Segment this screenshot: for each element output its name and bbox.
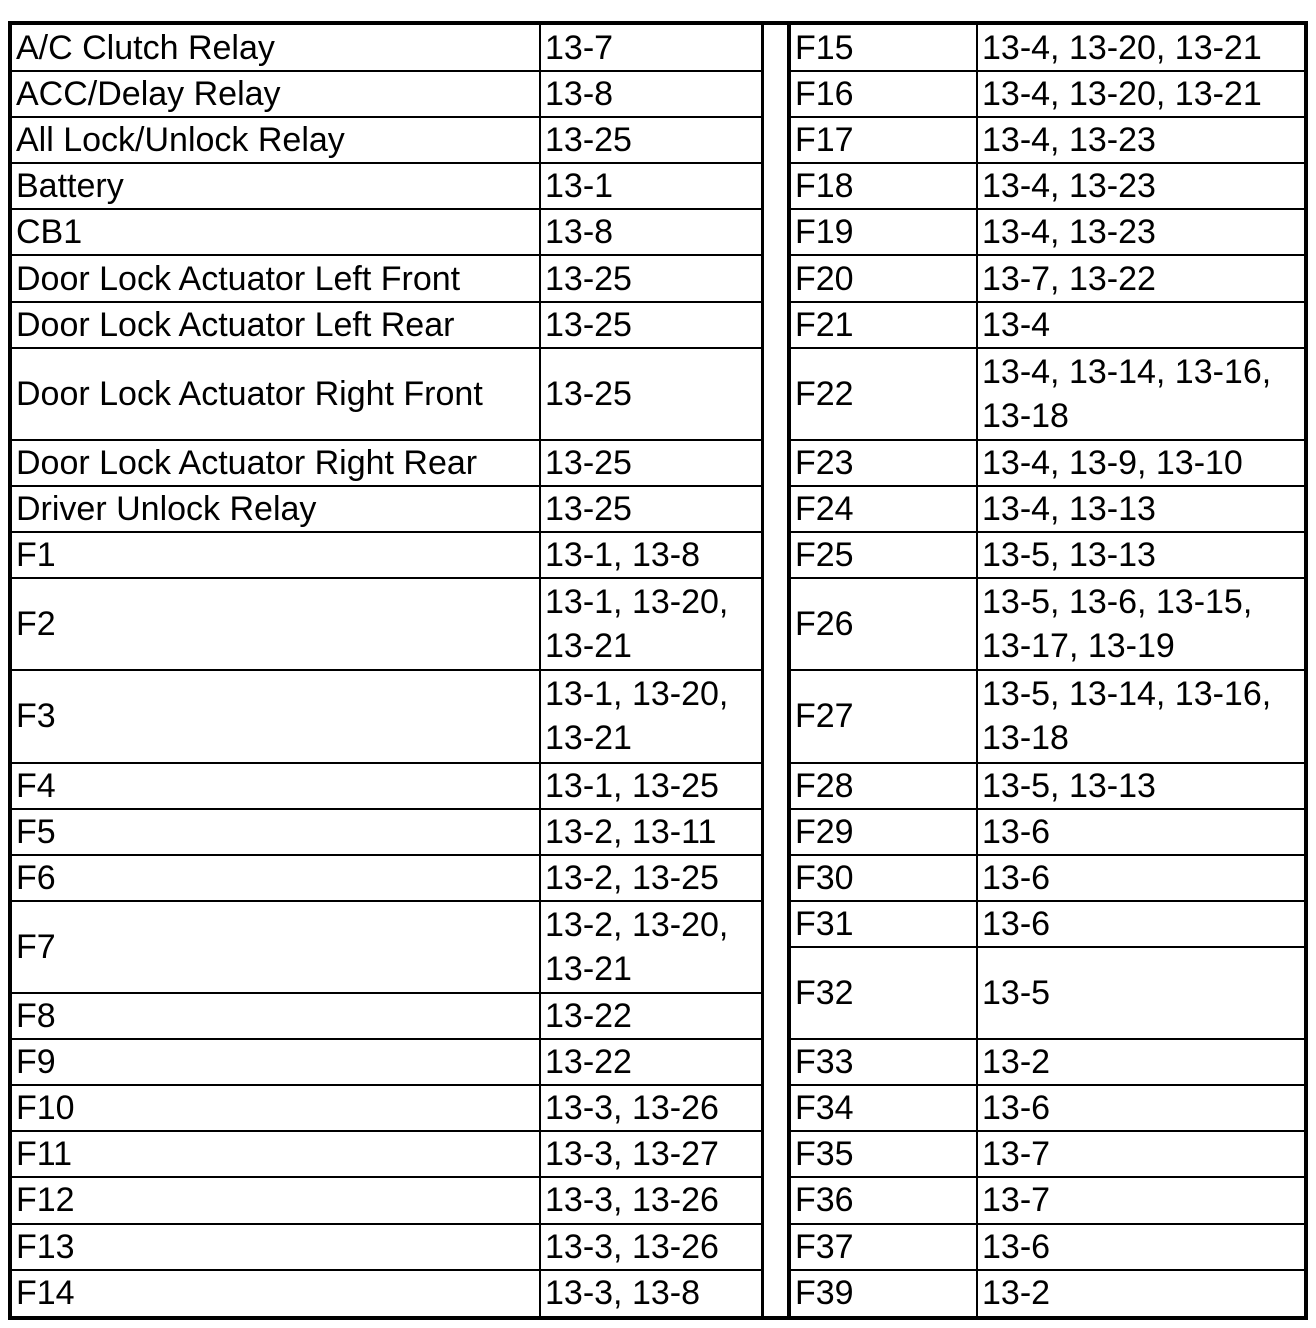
component-name-cell: F25 (790, 532, 977, 578)
component-name-cell: Door Lock Actuator Right Front (12, 348, 540, 440)
component-name-cell: F4 (12, 763, 540, 809)
page-reference-cell: 13-25 (540, 255, 762, 301)
table-row (790, 578, 1305, 670)
page-reference-cell: 13-25 (540, 302, 762, 348)
page-reference-cell: 13-6 (977, 855, 1305, 901)
page-reference-cell: 13-1, 13-20, 13-21 (540, 578, 762, 670)
page-reference-cell: 13-5 (977, 947, 1305, 1039)
component-name-cell: F7 (12, 901, 540, 993)
component-index-right-table (789, 25, 1305, 1316)
page-reference-cell: 13-4, 13-9, 13-10 (977, 440, 1305, 486)
page-reference-cell: 13-3, 13-26 (540, 1177, 762, 1223)
table-row (12, 809, 762, 855)
page-reference-cell: 13-1, 13-20, 13-21 (540, 670, 762, 762)
component-name-cell: CB1 (12, 209, 540, 255)
component-name-cell: Battery (12, 163, 540, 209)
component-name-cell: F32 (790, 947, 977, 1039)
component-name-cell: F22 (790, 348, 977, 440)
page-reference-cell: 13-4, 13-23 (977, 117, 1305, 163)
component-name-cell: F29 (790, 809, 977, 855)
page-reference-cell: 13-5, 13-14, 13-16, 13-18 (977, 670, 1305, 762)
component-name-cell: F36 (790, 1177, 977, 1223)
component-name-cell: All Lock/Unlock Relay (12, 117, 540, 163)
component-name-cell: F8 (12, 993, 540, 1039)
page-reference-cell: 13-8 (540, 209, 762, 255)
table-row (12, 670, 762, 762)
table-row (790, 947, 1305, 1039)
page-reference-cell: 13-4, 13-13 (977, 486, 1305, 532)
page-reference-cell: 13-4, 13-20, 13-21 (977, 25, 1305, 71)
page-reference-cell: 13-22 (540, 993, 762, 1039)
page-reference-cell: 13-4, 13-14, 13-16, 13-18 (977, 348, 1305, 440)
page-reference-cell: 13-3, 13-26 (540, 1224, 762, 1270)
table-row (12, 163, 762, 209)
table-row (12, 348, 762, 440)
component-name-cell: Door Lock Actuator Right Rear (12, 440, 540, 486)
page-reference-cell: 13-5, 13-13 (977, 763, 1305, 809)
page-reference-cell: 13-25 (540, 440, 762, 486)
component-name-cell: ACC/Delay Relay (12, 71, 540, 117)
table-row (12, 209, 762, 255)
component-name-cell: F17 (790, 117, 977, 163)
component-name-cell: F2 (12, 578, 540, 670)
component-name-cell: Door Lock Actuator Left Rear (12, 302, 540, 348)
column-gutter (762, 25, 789, 1316)
component-name-cell: F21 (790, 302, 977, 348)
page-reference-cell: 13-6 (977, 901, 1305, 947)
component-name-cell: F12 (12, 1177, 540, 1223)
page-reference-cell: 13-7 (977, 1177, 1305, 1223)
page-reference-cell: 13-3, 13-26 (540, 1085, 762, 1131)
table-row (12, 440, 762, 486)
page-reference-cell: 13-2 (977, 1039, 1305, 1085)
component-name-cell: Door Lock Actuator Left Front (12, 255, 540, 301)
component-name-cell: F34 (790, 1085, 977, 1131)
table-row (12, 302, 762, 348)
page-reference-cell: 13-7 (977, 1131, 1305, 1177)
page-reference-cell: 13-8 (540, 71, 762, 117)
component-name-cell: A/C Clutch Relay (12, 25, 540, 71)
component-name-cell: F35 (790, 1131, 977, 1177)
table-row (790, 71, 1305, 117)
table-row (12, 901, 762, 993)
page-reference-cell: 13-3, 13-8 (540, 1270, 762, 1316)
page-reference-cell: 13-7 (540, 25, 762, 71)
table-row (12, 117, 762, 163)
table-row (790, 209, 1305, 255)
component-name-cell: F33 (790, 1039, 977, 1085)
table-row (790, 670, 1305, 762)
page-reference-cell: 13-2, 13-20, 13-21 (540, 901, 762, 993)
page-reference-cell: 13-3, 13-27 (540, 1131, 762, 1177)
component-name-cell: F11 (12, 1131, 540, 1177)
table-row (790, 763, 1305, 809)
table-row (12, 25, 762, 71)
table-row (12, 578, 762, 670)
component-name-cell: F20 (790, 255, 977, 301)
table-row (790, 1270, 1305, 1316)
table-row (12, 255, 762, 301)
table-row (12, 993, 762, 1039)
table-row (790, 486, 1305, 532)
table-row (12, 1039, 762, 1085)
page-reference-cell: 13-2, 13-11 (540, 809, 762, 855)
component-name-cell: F1 (12, 532, 540, 578)
page-reference-cell: 13-25 (540, 117, 762, 163)
page-reference-cell: 13-25 (540, 486, 762, 532)
table-row (790, 1085, 1305, 1131)
component-name-cell: F26 (790, 578, 977, 670)
page-reference-cell: 13-6 (977, 1085, 1305, 1131)
component-name-cell: F23 (790, 440, 977, 486)
table-row (12, 532, 762, 578)
table-row (790, 901, 1305, 947)
component-name-cell: F31 (790, 901, 977, 947)
component-name-cell: F3 (12, 670, 540, 762)
component-name-cell: Driver Unlock Relay (12, 486, 540, 532)
table-row (790, 25, 1305, 71)
page-reference-cell: 13-1, 13-25 (540, 763, 762, 809)
component-index-sheet (8, 21, 1308, 1320)
component-index-left-table (12, 25, 763, 1316)
page-reference-cell: 13-1 (540, 163, 762, 209)
table-row (790, 117, 1305, 163)
page-reference-cell: 13-4, 13-23 (977, 209, 1305, 255)
table-row (790, 302, 1305, 348)
table-row (12, 763, 762, 809)
component-name-cell: F6 (12, 855, 540, 901)
page-reference-cell: 13-5, 13-13 (977, 532, 1305, 578)
table-row (12, 855, 762, 901)
table-row (790, 440, 1305, 486)
table-row (790, 532, 1305, 578)
component-name-cell: F37 (790, 1224, 977, 1270)
page-reference-cell: 13-6 (977, 809, 1305, 855)
table-row (12, 1177, 762, 1223)
table-row (12, 1224, 762, 1270)
table-row (790, 255, 1305, 301)
component-name-cell: F28 (790, 763, 977, 809)
page-reference-cell: 13-22 (540, 1039, 762, 1085)
table-row (790, 348, 1305, 440)
component-name-cell: F5 (12, 809, 540, 855)
component-name-cell: F13 (12, 1224, 540, 1270)
page-reference-cell: 13-4, 13-23 (977, 163, 1305, 209)
component-name-cell: F18 (790, 163, 977, 209)
page-reference-cell: 13-6 (977, 1224, 1305, 1270)
page-reference-cell: 13-4, 13-20, 13-21 (977, 71, 1305, 117)
page-reference-cell: 13-25 (540, 348, 762, 440)
page-reference-cell: 13-1, 13-8 (540, 532, 762, 578)
page-reference-cell: 13-4 (977, 302, 1305, 348)
component-name-cell: F15 (790, 25, 977, 71)
component-name-cell: F39 (790, 1270, 977, 1316)
table-row (790, 1224, 1305, 1270)
page-reference-cell: 13-7, 13-22 (977, 255, 1305, 301)
component-name-cell: F14 (12, 1270, 540, 1316)
table-row (12, 1270, 762, 1316)
component-name-cell: F30 (790, 855, 977, 901)
table-row (790, 1039, 1305, 1085)
page-reference-cell: 13-2 (977, 1270, 1305, 1316)
component-name-cell: F27 (790, 670, 977, 762)
component-name-cell: F19 (790, 209, 977, 255)
page-reference-cell: 13-5, 13-6, 13-15, 13-17, 13-19 (977, 578, 1305, 670)
page-reference-cell: 13-2, 13-25 (540, 855, 762, 901)
component-name-cell: F16 (790, 71, 977, 117)
table-row (12, 1085, 762, 1131)
component-name-cell: F24 (790, 486, 977, 532)
table-row (790, 855, 1305, 901)
table-row (12, 486, 762, 532)
table-row (12, 71, 762, 117)
table-row (790, 1177, 1305, 1223)
table-row (12, 1131, 762, 1177)
component-name-cell: F9 (12, 1039, 540, 1085)
table-row (790, 163, 1305, 209)
table-row (790, 1131, 1305, 1177)
table-row (790, 809, 1305, 855)
component-name-cell: F10 (12, 1085, 540, 1131)
